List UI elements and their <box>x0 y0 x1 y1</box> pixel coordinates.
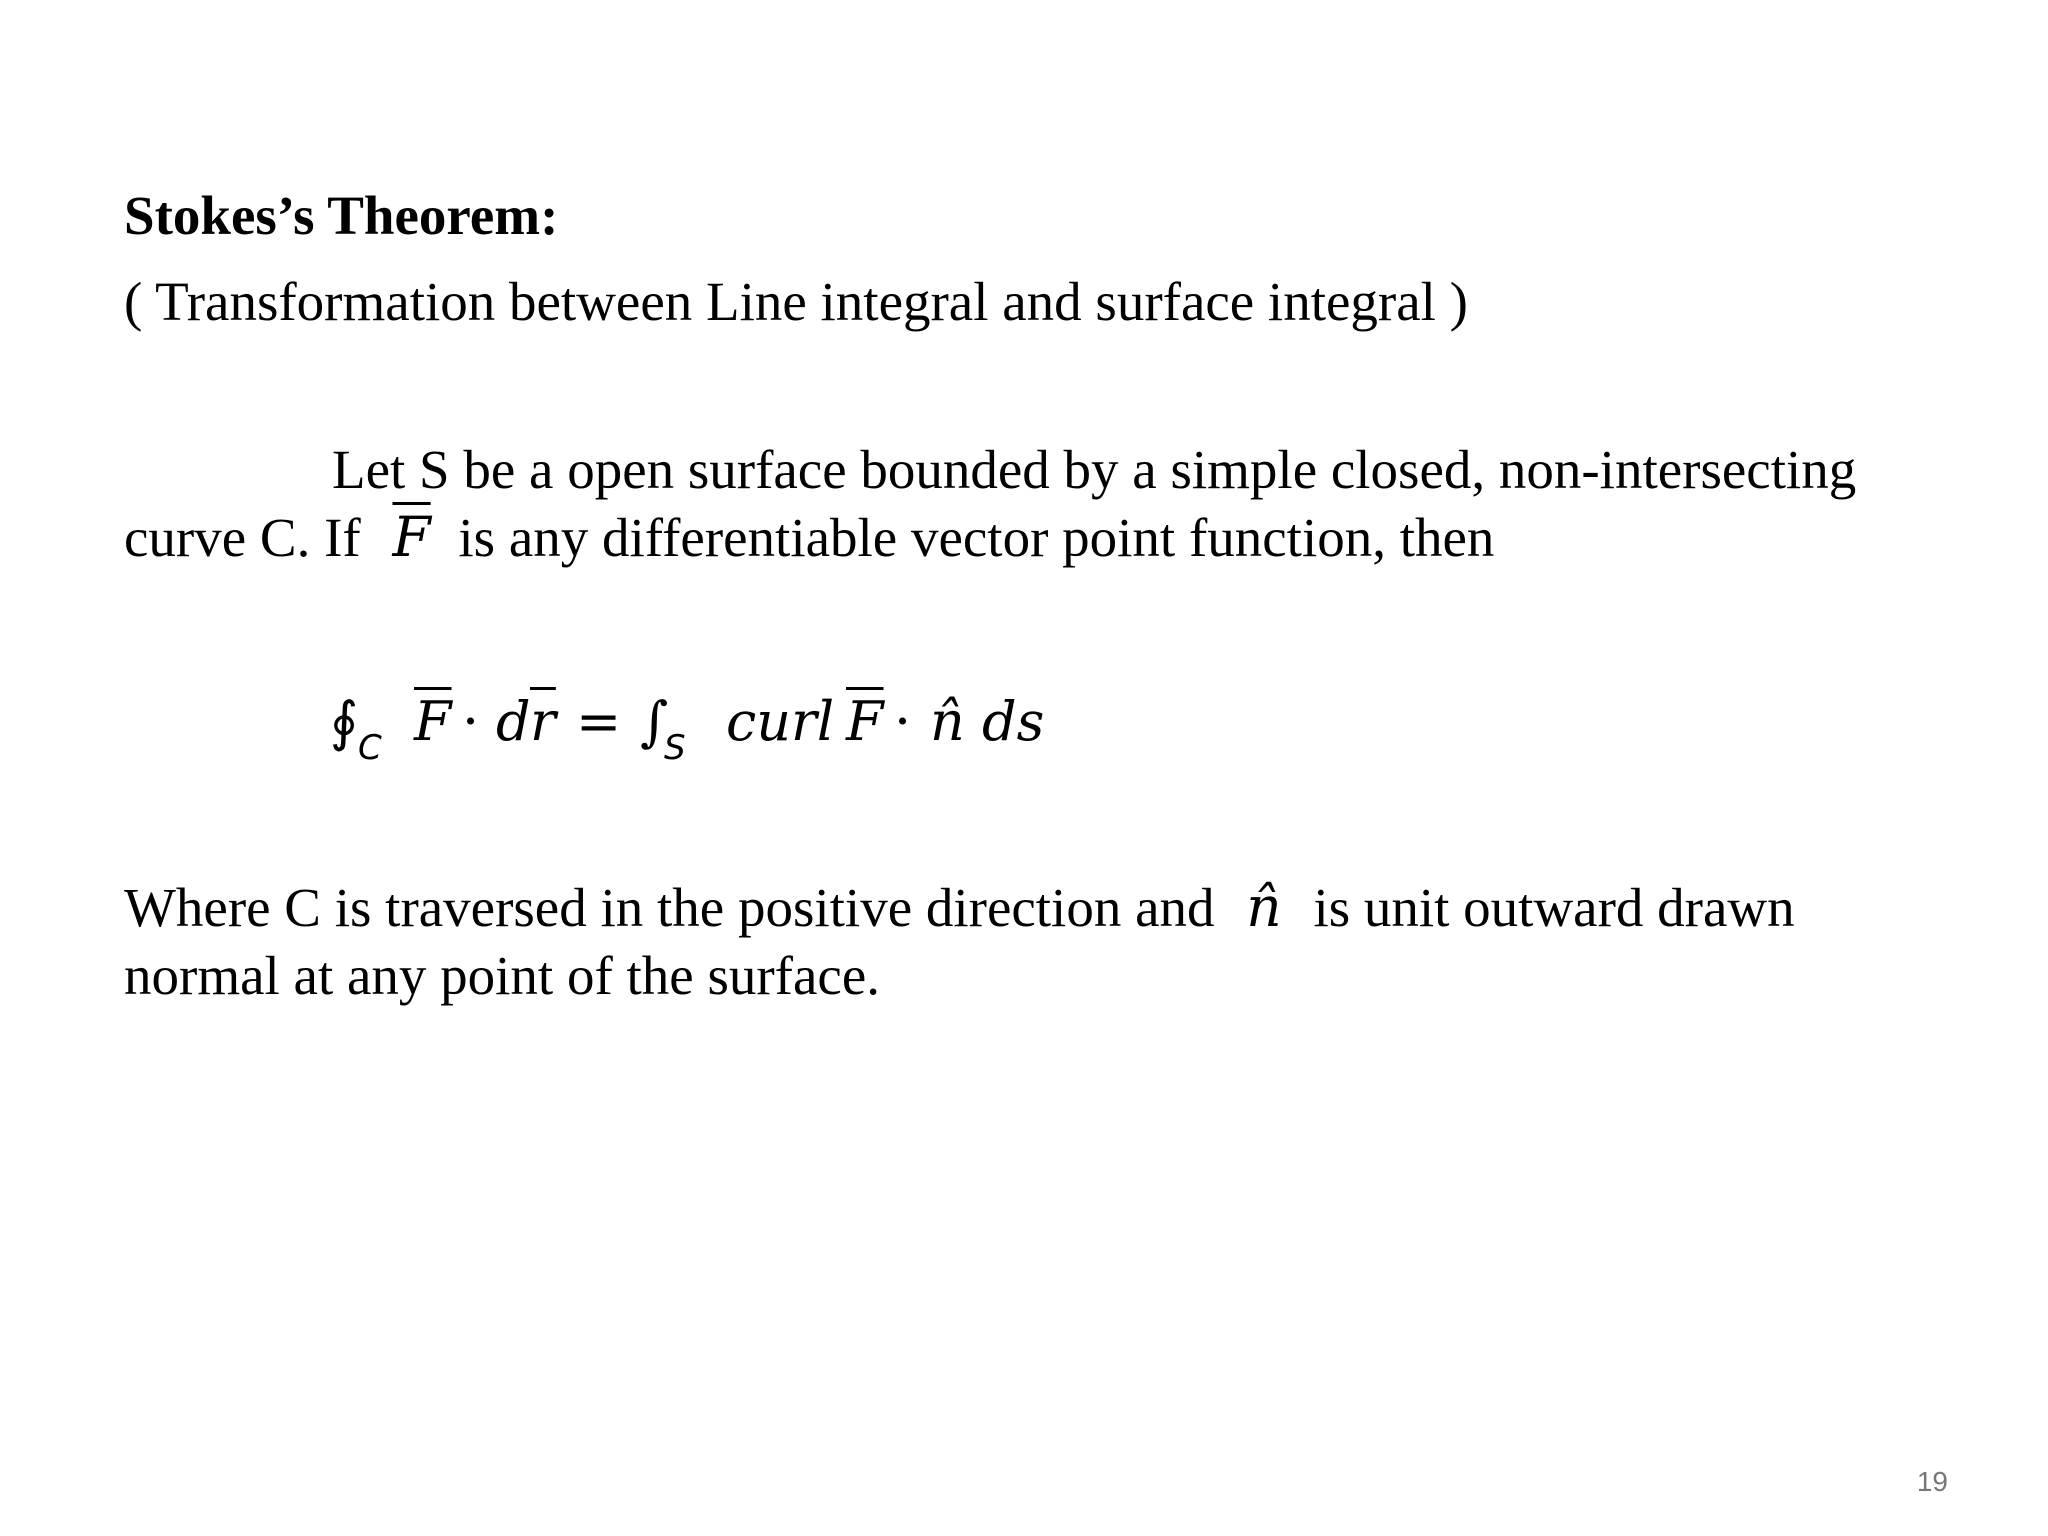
paragraph1-line2-start: curve C. If <box>124 507 361 568</box>
contour-integral-symbol: ∮ <box>330 690 359 753</box>
equals-sign: = <box>576 690 622 753</box>
slide-subtitle: ( Transformation between Line integral and surface integral ) <box>124 271 1468 332</box>
vector-f-symbol: $\overline{F}$ <box>392 505 431 569</box>
lhs-d: d <box>496 690 531 753</box>
contour-subscript: C <box>358 728 382 768</box>
lhs-dot: · <box>462 690 480 753</box>
curl-text: curl <box>726 690 835 753</box>
stokes-equation <box>330 690 1130 790</box>
paragraph2-line2: normal at any point of the surface. <box>124 945 880 1006</box>
normal-n-hat-symbol: n̂ <box>1246 875 1282 939</box>
rhs-vector-f: $\overline{F}$ <box>846 690 884 753</box>
rhs-dot: · <box>894 690 912 753</box>
paragraph1-line2 <box>124 505 1495 569</box>
paragraph1-line1: Let S be a open surface bounded by a simple closed, non-intersecting <box>332 439 1857 500</box>
unit-normal-symbol: n̂ <box>930 690 965 753</box>
page-number: 19 <box>1916 1466 1948 1497</box>
lhs-vector-f: $\overline{F}$ <box>414 690 452 753</box>
surface-subscript: S <box>664 728 686 768</box>
paragraph1-line2-end: is any differentiable vector point function, then <box>458 507 1495 568</box>
slide-title: Stokes’s Theorem: <box>124 185 559 246</box>
surface-integral-symbol: ∫ <box>640 690 669 753</box>
paragraph2-line1-end: is unit outward drawn <box>1313 877 1795 938</box>
lhs-r-vector: $\overline{r}$ <box>530 690 556 753</box>
surface-element-ds: ds <box>982 690 1045 753</box>
paragraph2-line1-start: Where C is traversed in the positive direction and <box>124 877 1215 938</box>
paragraph2-line1 <box>124 875 1795 939</box>
